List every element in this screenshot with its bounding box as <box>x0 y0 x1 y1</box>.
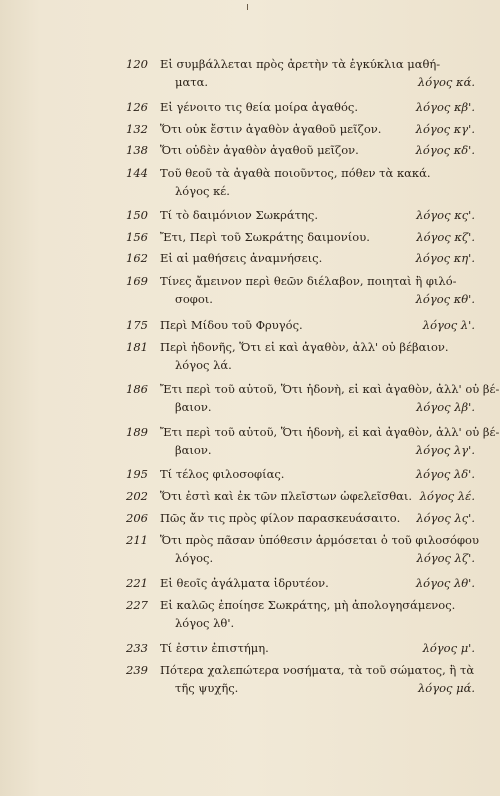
entry-title: Τί ἐστιν ἐπιστήμη. <box>160 641 269 655</box>
page-number: 233 <box>126 641 148 655</box>
discourse-label: λόγος κβ'. <box>415 100 475 114</box>
index-entry <box>0 273 500 306</box>
index-entry <box>0 142 500 164</box>
entry-title: Τί τέλος φιλοσοφίας. <box>160 467 285 481</box>
discourse-label: λόγος λ'. <box>422 318 475 332</box>
index-entry <box>0 165 500 198</box>
entry-title: Ὅτι οὐδὲν ἀγαθὸν ἀγαθοῦ μεῖζον. <box>160 143 359 157</box>
entry-title-continuation: λόγος κέ. <box>175 184 230 198</box>
entry-title-continuation: ματα. <box>175 75 209 89</box>
entry-title: Ὅτι οὐκ ἔστιν ἀγαθὸν ἀγαθοῦ μεῖζον. <box>160 122 382 136</box>
index-entry <box>0 575 500 597</box>
entry-title: Ἔτι περὶ τοῦ αὐτοῦ, Ὅτι ἡδονὴ, εἰ καὶ ἀγαθὸν, ἀλλ' οὐ βέ- <box>160 382 500 396</box>
page-number: 181 <box>126 340 148 354</box>
page-number: 186 <box>126 382 148 396</box>
index-entry <box>0 532 500 565</box>
page-number: 150 <box>126 208 148 222</box>
index-entry <box>0 640 500 662</box>
entry-title: Ὅτι ἐστὶ καὶ ἐκ τῶν πλεῖστων ὠφελεῖσθαι. <box>160 489 413 503</box>
entry-title: Εἰ αἱ μαθήσεις ἀναμνήσεις. <box>160 251 323 265</box>
index-entry <box>0 510 500 532</box>
entry-title: Πῶς ἄν τις πρὸς φίλον παρασκευάσαιτο. <box>160 511 401 525</box>
page-number: 227 <box>126 598 148 612</box>
page-number: 195 <box>126 467 148 481</box>
index-entry <box>0 381 500 414</box>
page-number: 169 <box>126 274 148 288</box>
page-number: 138 <box>126 143 148 157</box>
index-entry <box>0 339 500 372</box>
entry-title: Περὶ ἡδονῆς, Ὅτι εἰ καὶ ἀγαθὸν, ἀλλ' οὐ βέβαιον. <box>160 340 449 354</box>
entry-title: Ὅτι πρὸς πᾶσαν ὑπόθεσιν ἁρμόσεται ὁ τοῦ φιλοσόφου <box>160 533 479 547</box>
index-entry <box>0 121 500 143</box>
page-number: 202 <box>126 489 148 503</box>
discourse-label: λόγος λγ'. <box>415 443 475 457</box>
index-entry <box>0 466 500 488</box>
discourse-label: λόγος κγ'. <box>415 122 475 136</box>
page-number: 120 <box>126 57 148 71</box>
index-entry <box>0 56 500 89</box>
page-number: 211 <box>126 533 148 547</box>
discourse-label: λόγος μ'. <box>422 641 475 655</box>
entry-title-continuation: βαιον. <box>175 400 212 414</box>
index-entry <box>0 597 500 630</box>
entry-title: Ἔτι, Περὶ τοῦ Σωκράτης δαιμονίου. <box>160 230 370 244</box>
discourse-label: λόγος κδ'. <box>415 143 475 157</box>
entry-title-continuation: βαιον. <box>175 443 212 457</box>
entry-title: Εἰ καλῶς ἐποίησε Σωκράτης, μὴ ἀπολογησάμενος. <box>160 598 456 612</box>
page-number: 144 <box>126 166 148 180</box>
page-number: 239 <box>126 663 148 677</box>
entry-title-continuation: σοφοι. <box>175 292 213 306</box>
index-entry <box>0 424 500 457</box>
index-entry <box>0 488 500 510</box>
entry-title: Πότερα χαλεπώτερα νοσήματα, τὰ τοῦ σώματος, ἢ τὰ <box>160 663 475 677</box>
entry-title: Τοῦ θεοῦ τὰ ἀγαθὰ ποιοῦντος, πόθεν τὰ κακά. <box>160 166 431 180</box>
page-number: 132 <box>126 122 148 136</box>
page-number: 175 <box>126 318 148 332</box>
index-entry <box>0 317 500 339</box>
discourse-label: λόγος κη'. <box>415 251 475 265</box>
entry-title: Εἰ γένοιτο τις θεία μοίρα ἀγαθός. <box>160 100 358 114</box>
discourse-label: λόγος λβ'. <box>416 400 475 414</box>
page-number: 156 <box>126 230 148 244</box>
discourse-label: λόγος κζ'. <box>416 230 475 244</box>
page-number: 189 <box>126 425 148 439</box>
discourse-label: λόγος λζ'. <box>416 551 475 565</box>
discourse-label: λόγος μά. <box>417 681 475 695</box>
discourse-label: λόγος κς'. <box>416 208 475 222</box>
page-number: 126 <box>126 100 148 114</box>
discourse-label: λόγος λέ. <box>419 489 475 503</box>
index-entry <box>0 662 500 695</box>
page-mark <box>247 4 248 10</box>
discourse-label: λόγος λς'. <box>416 511 475 525</box>
discourse-label: λόγος λθ'. <box>415 576 475 590</box>
entry-title-continuation: λόγος. <box>175 551 214 565</box>
discourse-label: λόγος λδ'. <box>415 467 475 481</box>
entry-title: Εἰ θεοῖς ἀγάλματα ἱδρυτέον. <box>160 576 329 590</box>
index-entry <box>0 229 500 251</box>
entry-title: Ἔτι περὶ τοῦ αὐτοῦ, Ὅτι ἡδονὴ, εἰ καὶ ἀγαθὸν, ἀλλ' οὐ βέ- <box>160 425 500 439</box>
discourse-label: λόγος κθ'. <box>415 292 475 306</box>
discourse-label: λόγος κά. <box>417 75 475 89</box>
index-entry <box>0 99 500 121</box>
entry-title-continuation: λόγος λά. <box>175 358 232 372</box>
entry-title-continuation: τῆς ψυχῆς. <box>175 681 239 695</box>
entry-title: Τίνες ἄμεινον περὶ θεῶν διέλαβον, ποιηταὶ ἢ φιλό- <box>160 274 457 288</box>
index-entry <box>0 250 500 272</box>
index-entry <box>0 207 500 229</box>
page-number: 206 <box>126 511 148 525</box>
page-number: 221 <box>126 576 148 590</box>
entry-title: Περὶ Μίδου τοῦ Φρυγός. <box>160 318 303 332</box>
entry-title: Τί τὸ δαιμόνιον Σωκράτης. <box>160 208 319 222</box>
entry-title-continuation: λόγος λθ'. <box>175 616 235 630</box>
entry-title: Εἰ συμβάλλεται πρὸς ἀρετὴν τὰ ἐγκύκλια μαθή- <box>160 57 441 71</box>
page-number: 162 <box>126 251 148 265</box>
